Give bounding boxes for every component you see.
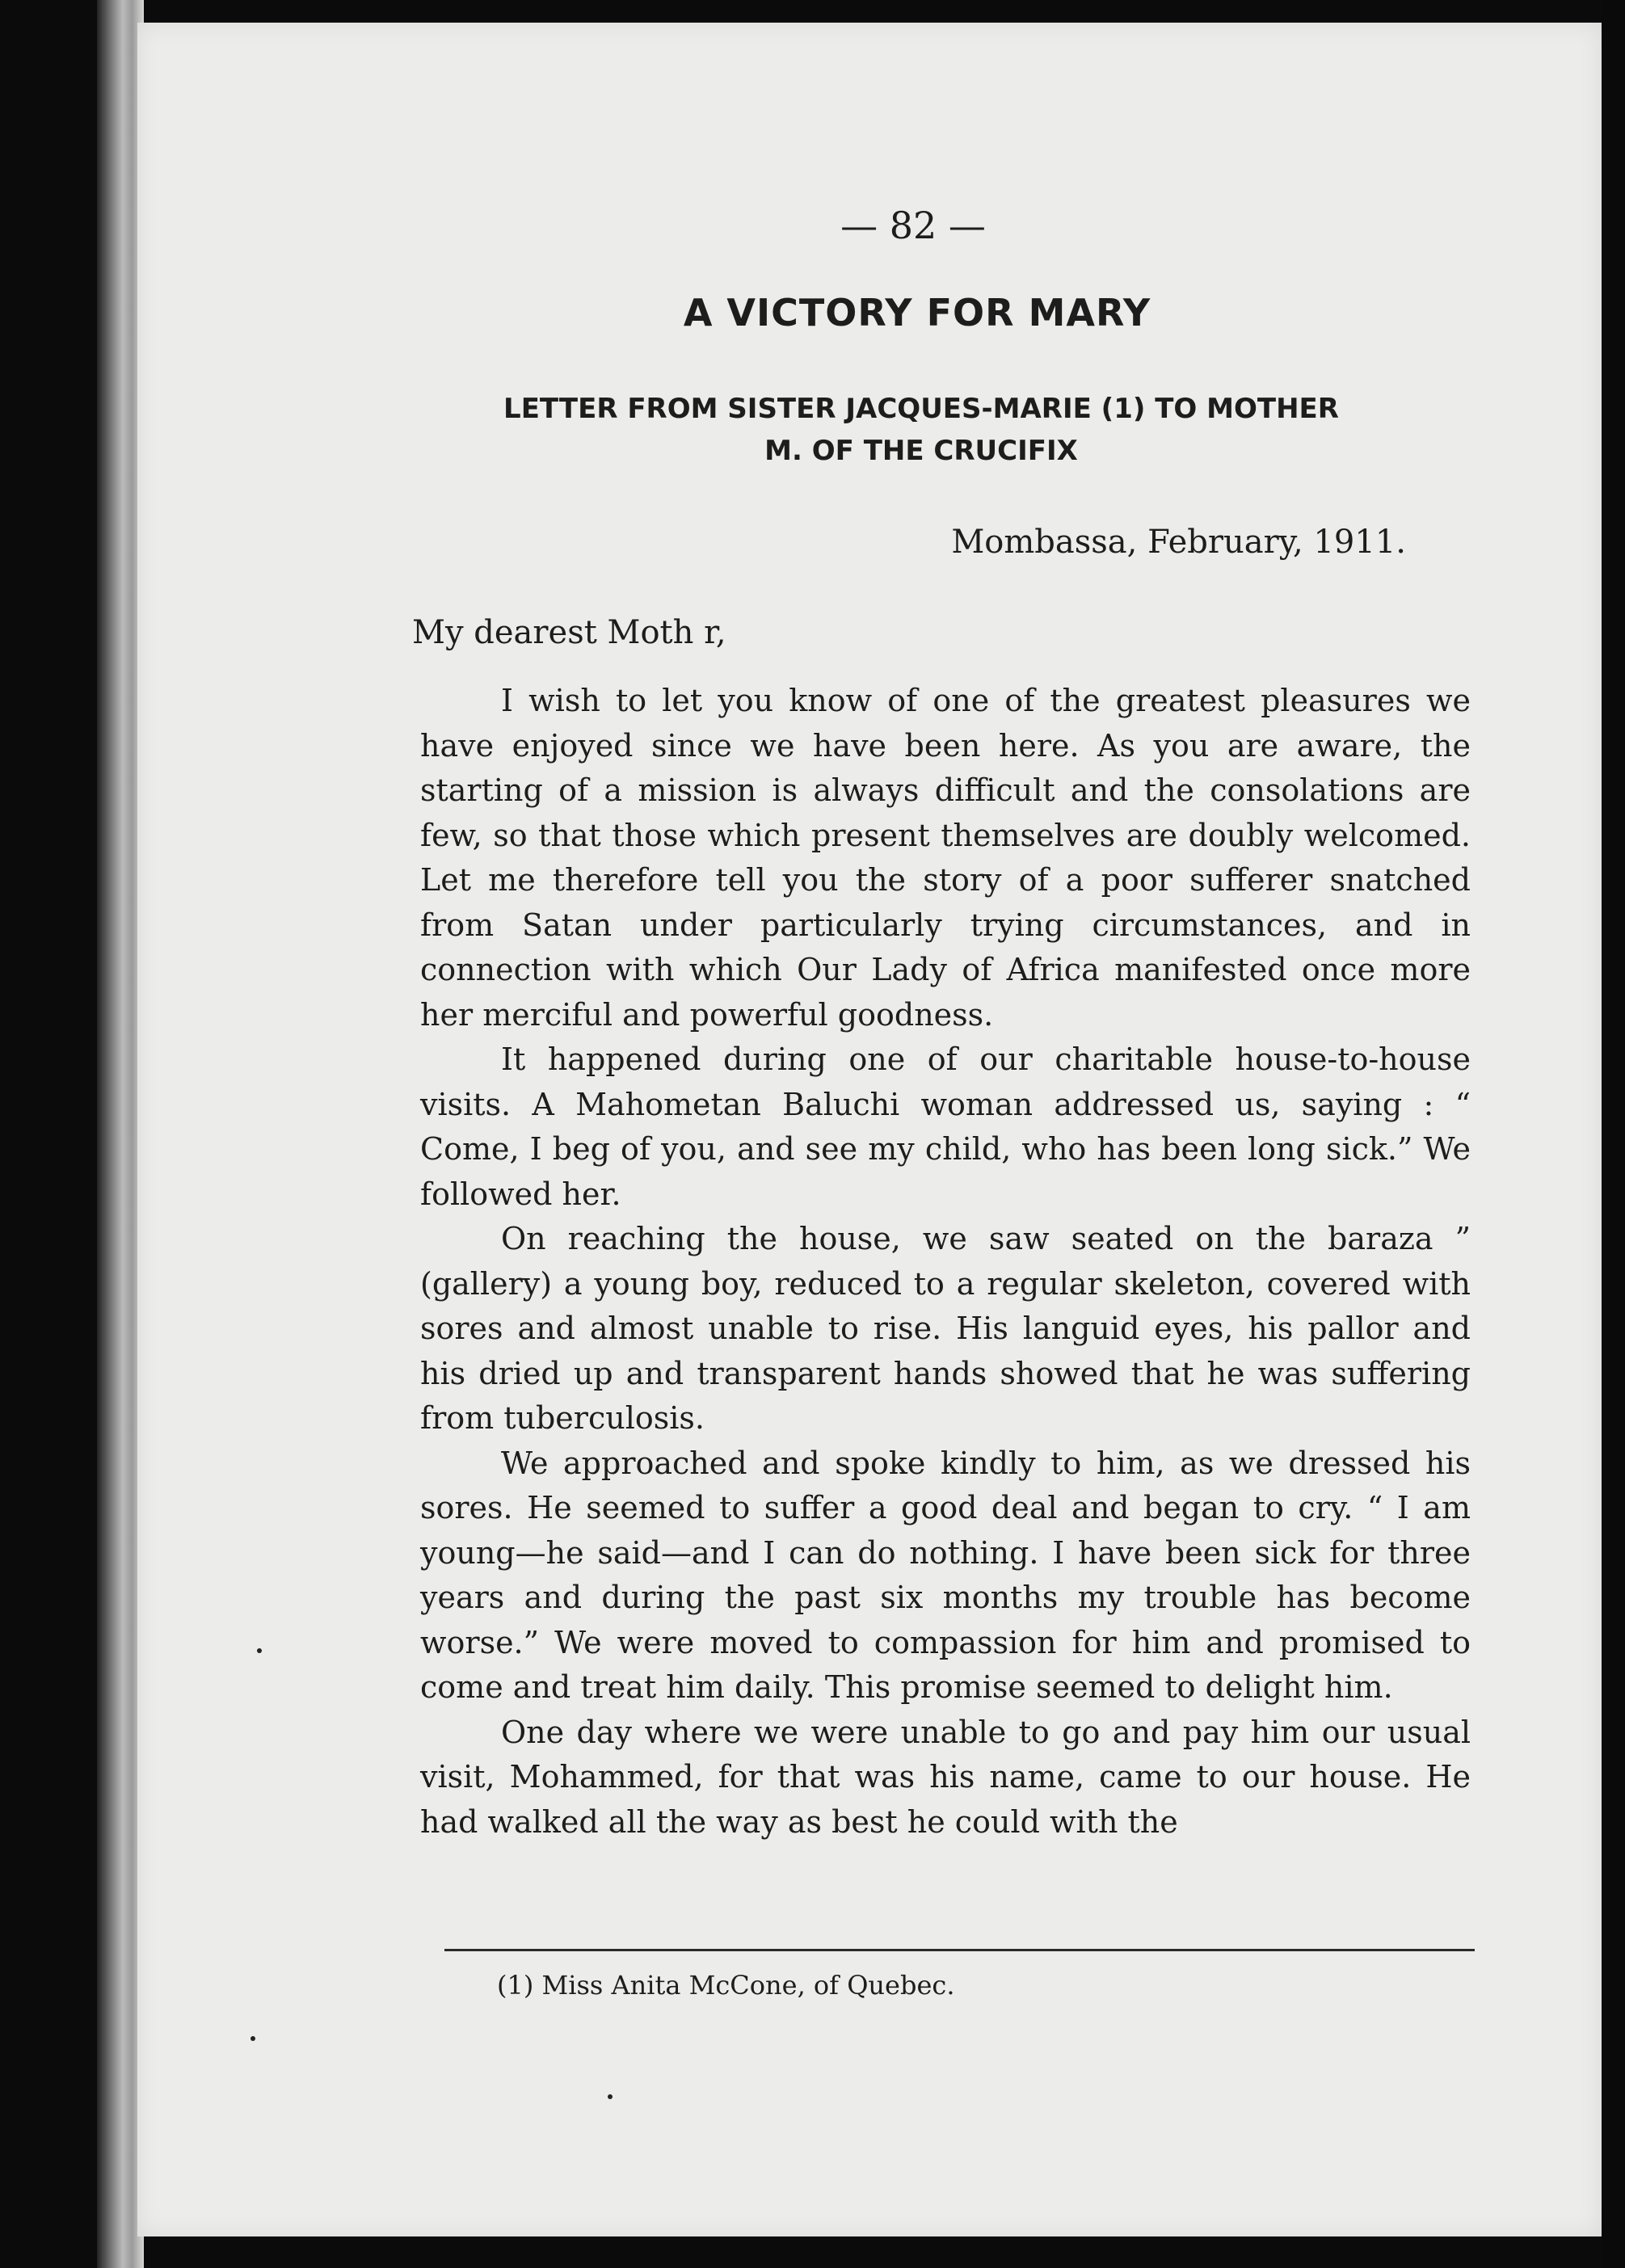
article-subtitle xyxy=(453,388,1390,472)
dateline: Mombassa, February, 1911. xyxy=(951,524,1406,561)
subtitle-line-2: M. OF THE CRUCIFIX xyxy=(764,435,1078,467)
paragraph: I wish to let you know of one of the greatest pleasures we have enjoyed since we have been here. As you are aware, the starting of a mission is always difficult and the consolations are few, so that those which present themselves are doubly welcomed. Let me therefore tell you the story of a poor sufferer snatched from Satan under particularly trying circumstances, and in connection with which Our Lady of Africa manifested once more her merciful and powerful goodness. xyxy=(420,683,1471,1033)
article-title: A VICTORY FOR MARY xyxy=(683,291,1151,335)
subtitle-line-1: LETTER FROM SISTER JACQUES-MARIE (1) TO MOTHER xyxy=(503,393,1339,425)
page-number: — 82 — xyxy=(840,204,986,247)
page-right-edge xyxy=(1602,0,1625,2268)
scan-speck xyxy=(257,1648,262,1653)
scan-speck xyxy=(608,2094,613,2099)
paragraph: We approached and spoke kindly to him, as we dressed his sores. He seemed to suffer a good deal and began to cry. “ I am young—he said—and I can do nothing. I have been sick for three years and during the past six months my trouble has become worse.” We were moved to compassion for him and promised to come and treat him daily. This promise seemed to delight him. xyxy=(420,1445,1471,1705)
salutation: My dearest Moth r, xyxy=(412,614,726,651)
paragraph: On reaching the house, we saw seated on the baraza ” (gallery) a young boy, reduced to a regular skeleton, covered with sores and almost unable to rise. His languid eyes, his pallor and his dried up and transparent hands showed that he was suffering from tuberculosis. xyxy=(420,1221,1471,1436)
paragraph: One day where we were unable to go and pay him our usual visit, Mohammed, for that was his name, came to our house. He had walked all the way as best he could with the xyxy=(420,1714,1471,1840)
footnote: (1) Miss Anita McCone, of Quebec. xyxy=(497,1970,955,2001)
scan-speck xyxy=(250,2036,255,2041)
footnote-divider xyxy=(444,1949,1475,1951)
paragraph: It happened during one of our charitable house-to-house visits. A Mahometan Baluchi woman addressed us, saying : “ Come, I beg of you, and see my child, who has been long sick.” We followed her. xyxy=(420,1041,1471,1212)
letter-body xyxy=(420,679,1471,1845)
